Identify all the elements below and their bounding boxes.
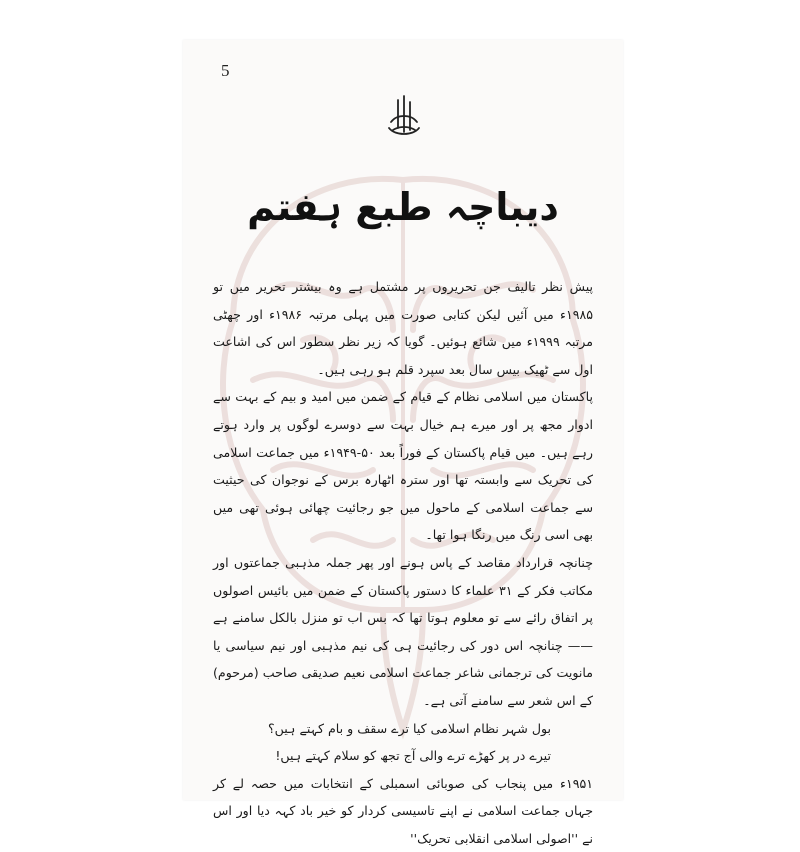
closing-paragraph: ۱۹۵۱ء میں پنجاب کی صوبائی اسمبلی کے انتخابات میں حصہ لے کر جہاں جماعت اسلامی نے اپنے تاسیسی کردار کو خیر باد کہہ دیا اور اس نے ''اصولی اسلامی انقلابی تحریک'' <box>213 775 593 846</box>
page-number: 5 <box>221 61 230 80</box>
poem-line-1: بول شہر نظام اسلامی کیا ترے سقف و بام کہتے ہیں؟ <box>267 720 551 736</box>
calligraphy-ornament-icon <box>381 92 427 138</box>
page-title: دیباچہ طبع ہفتم <box>247 185 559 229</box>
poem-line-2: تیرے در پر کھڑے ترے والی آج تجھ کو سلام کہتے ہیں! <box>275 748 551 764</box>
paragraph-1: پیش نظر تالیف جن تحریروں پر مشتمل ہے وہ بیشتر تحریر میں تو ۱۹۸۵ء میں آئیں لیکن کتابی صورت میں پہلی مرتبہ ۱۹۸۶ء اور چھٹی مرتبہ ۱۹۹۹ء میں شائع ہوئیں۔ گویا کہ زیر نظر سطور اس کی اشاعت اول سے ٹھیک بیس سال بعد سپرد قلم ہو رہی ہیں۔ <box>213 279 593 377</box>
body-text <box>213 273 593 852</box>
paragraph-3: چنانچہ قرارداد مقاصد کے پاس ہونے اور پھر جملہ مذہبی جماعتوں اور مکاتب فکر کے ۳۱ علماء کا دستور پاکستان کے ضمن میں بائیس اصولوں پر اتفاق رائے سے تو معلوم ہوتا تھا کہ بس اب تو منزل بالکل سامنے ہے—— چنانچہ اس دور کی رجائیت ہی کی نیم مذہبی اور نیم سیاسی یا مانویت کی ترجمانی شاعر جماعت اسلامی نعیم صدیقی صاحب (مرحوم) کے اس شعر سے سامنے آتی ہے۔ <box>213 554 594 708</box>
book-page <box>183 40 623 846</box>
poem-couplet <box>213 715 593 770</box>
paragraph-2: پاکستان میں اسلامی نظام کے قیام کے ضمن میں امید و بیم کے بہت سے ادوار مجھ پر اور میرے ہم خیال بہت سے دوسرے لوگوں پر وارد ہوتے رہے ہیں۔ میں قیام پاکستان کے فوراً بعد ۵۰-۱۹۴۹ء میں جماعت اسلامی کی تحریک سے وابستہ تھا اور سترہ اٹھارہ برس کے نوجوان کی حیثیت سے جماعت اسلامی کے ماحول میں جو رجائیت چھائی ہوئی تھی میں بھی اسی رنگ میں رنگا ہوا تھا۔ <box>213 389 594 543</box>
